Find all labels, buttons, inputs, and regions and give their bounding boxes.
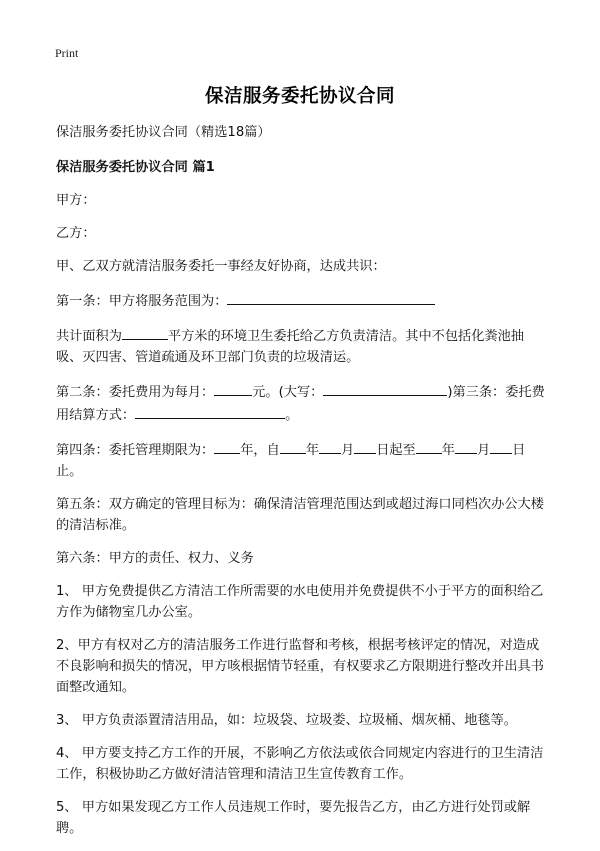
area-paragraph <box>56 324 548 368</box>
document-subtitle: 保洁服务委托协议合同（精选18篇） <box>56 125 271 140</box>
list-item-5: 5、 甲方如果发现乙方工作人员违规工作时，要先报告乙方，由乙方进行处罚或解聘。 <box>56 800 531 836</box>
intro-paragraph: 甲、乙双方就清洁服务委托一事经友好协商，达成共识： <box>56 259 386 274</box>
list-item-1: 1、 甲方免费提供乙方清洁工作所需要的水电使用并免费提供不小于平方的面积给乙方作为储物室几办公室。 <box>56 584 544 620</box>
area-text: 平方米的环境卫生委托给乙方负责清洁。其中不包括化粪池抽吸、灭四害、管道疏通及环卫部门负责的垃圾清运。 <box>56 329 524 365</box>
fee-amount-blank <box>214 380 252 396</box>
start-day-text: 日起至 <box>376 443 416 458</box>
print-label: Print <box>55 46 79 60</box>
list-item-4: 4、 甲方要支持乙方工作的开展，不影响乙方依法或依合同规定内容进行的卫生清洁工作，积极协助乙方做好清洁管理和清洁卫生宣传教育工作。 <box>56 746 544 782</box>
article-2-3 <box>56 380 548 426</box>
end-day-blank <box>490 438 512 454</box>
fee-label: 第二条：委托费用为每月： <box>56 385 215 400</box>
document-body <box>56 122 548 851</box>
list-item-3: 3、 甲方负责添置清洁用品，如：垃圾袋、垃圾娄、垃圾桶、烟灰桶、地毯等。 <box>56 713 517 728</box>
term-label: 第四条：委托管理期限为： <box>56 443 215 458</box>
fee-capital-blank <box>323 380 447 396</box>
term-year-from-text: 年，自 <box>240 443 280 458</box>
article-1-label: 第一条：甲方将服务范围为： <box>56 294 228 309</box>
party-b-line: 乙方： <box>56 226 96 241</box>
end-month-text: 月 <box>476 443 491 458</box>
start-year-text: 年 <box>305 443 319 458</box>
end-year-text: 年 <box>441 443 455 458</box>
article-1 <box>56 289 548 312</box>
end-day-text: 日止。 <box>56 443 526 479</box>
area-blank <box>122 324 168 340</box>
settlement-end: 。 <box>285 408 299 423</box>
list-item-2: 2、甲方有权对乙方的清洁服务工作进行监督和考核，根据考核评定的情况，对造成不良影响和损失的情况，甲方咳根据情节轻重，有权要求乙方限期进行整改并出具书面整改通知。 <box>56 638 544 695</box>
settlement-label: )第三条：委托费用结算方式： <box>56 385 545 423</box>
article-6: 第六条：甲方的责任、权力、义务 <box>56 551 254 566</box>
article-5: 第五条：双方确定的管理目标为：确保清洁管理范围达到或超过海口同档次办公大楼的清洁标准。 <box>56 497 544 533</box>
start-year-blank <box>280 438 306 454</box>
article-4 <box>56 438 548 482</box>
fee-capital-label: 元。(大写： <box>252 385 324 400</box>
area-prefix: 共计面积为 <box>56 329 122 344</box>
start-month-text: 月 <box>341 443 355 458</box>
term-years-blank <box>214 438 240 454</box>
end-year-blank <box>416 438 442 454</box>
service-scope-blank <box>227 289 435 305</box>
settlement-blank <box>135 403 285 419</box>
end-month-blank <box>455 438 477 454</box>
section-title: 保洁服务委托协议合同 篇1 <box>56 160 215 175</box>
start-day-blank <box>354 438 376 454</box>
party-a-line: 甲方： <box>56 193 96 208</box>
start-month-blank <box>319 438 341 454</box>
document-title: 保洁服务委托协议合同 <box>204 86 395 107</box>
